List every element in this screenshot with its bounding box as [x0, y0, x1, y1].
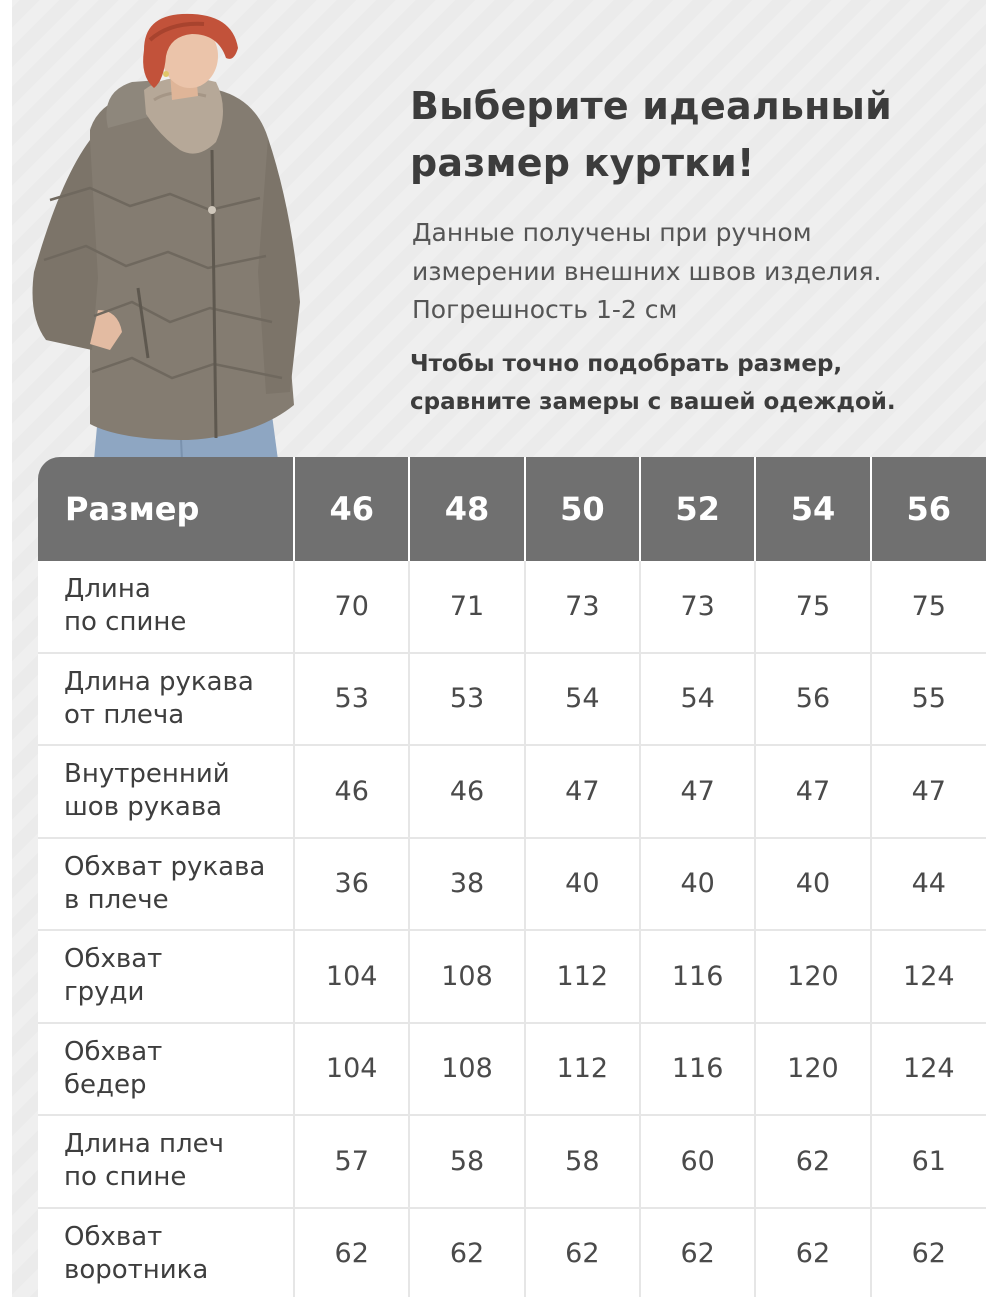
note-line-1: Данные получены при ручном: [412, 218, 812, 247]
row-label-line-2: шов рукава: [64, 792, 223, 823]
note-line-2: измерении внешних швов изделия.: [412, 256, 882, 286]
table-cell: 116: [640, 1023, 755, 1116]
size-column-header: 54: [755, 457, 870, 561]
row-label-line-2: по спине: [64, 607, 187, 638]
table-row: [38, 653, 986, 746]
left-margin: [0, 0, 12, 1300]
row-label-line-1: Обхват: [64, 1036, 163, 1067]
table-cell: 62: [640, 1208, 755, 1300]
row-label-line-1: Длина плеч: [64, 1129, 224, 1160]
table-cell: 104: [294, 1023, 409, 1116]
row-label: [38, 930, 294, 1023]
table-cell: 73: [640, 561, 755, 653]
table-cell: 40: [640, 838, 755, 931]
table-cell: 47: [640, 745, 755, 838]
table-cell: 46: [294, 745, 409, 838]
row-label-line-1: Длина рукава: [64, 666, 254, 697]
size-header-label: Размер: [38, 457, 294, 561]
size-column-header: 52: [640, 457, 755, 561]
advice-line-2: сравните замеры с вашей одеждой.: [410, 389, 896, 415]
size-column-header: 46: [294, 457, 409, 561]
advice-line-1: Чтобы точно подобрать размер,: [410, 351, 843, 377]
table-cell: 55: [871, 653, 986, 746]
table-cell: 40: [525, 838, 640, 931]
table-header-row: [38, 457, 986, 561]
table-cell: 54: [525, 653, 640, 746]
table-row: [38, 838, 986, 931]
row-label: [38, 1115, 294, 1208]
row-label-line-2: от плеча: [64, 699, 185, 730]
table-cell: 112: [525, 930, 640, 1023]
table-cell: 108: [409, 930, 524, 1023]
row-label: [38, 1023, 294, 1116]
row-label-line-2: груди: [64, 977, 145, 1008]
row-label: [38, 561, 294, 653]
table-cell: 62: [755, 1115, 870, 1208]
table-cell: 75: [871, 561, 986, 653]
row-label-line-2: бедер: [64, 1069, 147, 1100]
table-cell: 58: [409, 1115, 524, 1208]
table-cell: 75: [755, 561, 870, 653]
row-label: [38, 653, 294, 746]
row-label: [38, 838, 294, 931]
table-cell: 47: [525, 745, 640, 838]
row-label-line-2: воротника: [64, 1254, 209, 1285]
row-label: [38, 1208, 294, 1300]
table-cell: 73: [525, 561, 640, 653]
table-cell: 120: [755, 1023, 870, 1116]
table-row: [38, 1208, 986, 1300]
size-column-header: 48: [409, 457, 524, 561]
table-cell: 56: [755, 653, 870, 746]
row-label-line-1: Длина: [64, 574, 151, 605]
note-line-3: Погрешность 1-2 см: [412, 295, 678, 324]
table-cell: 46: [409, 745, 524, 838]
table-cell: 116: [640, 930, 755, 1023]
row-label-line-2: в плече: [64, 884, 169, 915]
table-cell: 62: [755, 1208, 870, 1300]
table-cell: 108: [409, 1023, 524, 1116]
table-row: [38, 745, 986, 838]
row-label-line-1: Обхват: [64, 944, 163, 975]
title-line-1: Выберите идеальный: [410, 84, 892, 128]
table-cell: 70: [294, 561, 409, 653]
model-photo: [20, 10, 310, 460]
size-table: [38, 457, 986, 1299]
row-label-line-1: Обхват: [64, 1221, 163, 1252]
size-column-header: 56: [871, 457, 986, 561]
row-label-line-1: Внутренний: [64, 759, 230, 790]
row-label-line-2: по спине: [64, 1162, 187, 1193]
table-cell: 36: [294, 838, 409, 931]
table-cell: 62: [525, 1208, 640, 1300]
table-cell: 112: [525, 1023, 640, 1116]
table-cell: 40: [755, 838, 870, 931]
size-column-header: 50: [525, 457, 640, 561]
fitting-advice: [410, 345, 990, 421]
table-cell: 62: [871, 1208, 986, 1300]
row-label-line-1: Обхват рукава: [64, 851, 266, 882]
table-cell: 124: [871, 1023, 986, 1116]
table-cell: 53: [409, 653, 524, 746]
row-label: [38, 745, 294, 838]
table-cell: 62: [294, 1208, 409, 1300]
table-cell: 53: [294, 653, 409, 746]
table-cell: 58: [525, 1115, 640, 1208]
table-row: [38, 1115, 986, 1208]
table-cell: 54: [640, 653, 755, 746]
title-line-2: размер куртки!: [410, 141, 755, 185]
table-cell: 47: [871, 745, 986, 838]
table-cell: 120: [755, 930, 870, 1023]
table-row: [38, 930, 986, 1023]
table-cell: 71: [409, 561, 524, 653]
table-cell: 124: [871, 930, 986, 1023]
right-margin: [986, 0, 1000, 1300]
table-cell: 61: [871, 1115, 986, 1208]
table-row: [38, 1023, 986, 1116]
table-row: [38, 561, 986, 653]
measurement-note: [412, 214, 972, 330]
table-cell: 38: [409, 838, 524, 931]
table-cell: 57: [294, 1115, 409, 1208]
table-cell: 44: [871, 838, 986, 931]
table-cell: 60: [640, 1115, 755, 1208]
table-cell: 62: [409, 1208, 524, 1300]
table-cell: 47: [755, 745, 870, 838]
page-title: [410, 78, 970, 192]
table-cell: 104: [294, 930, 409, 1023]
